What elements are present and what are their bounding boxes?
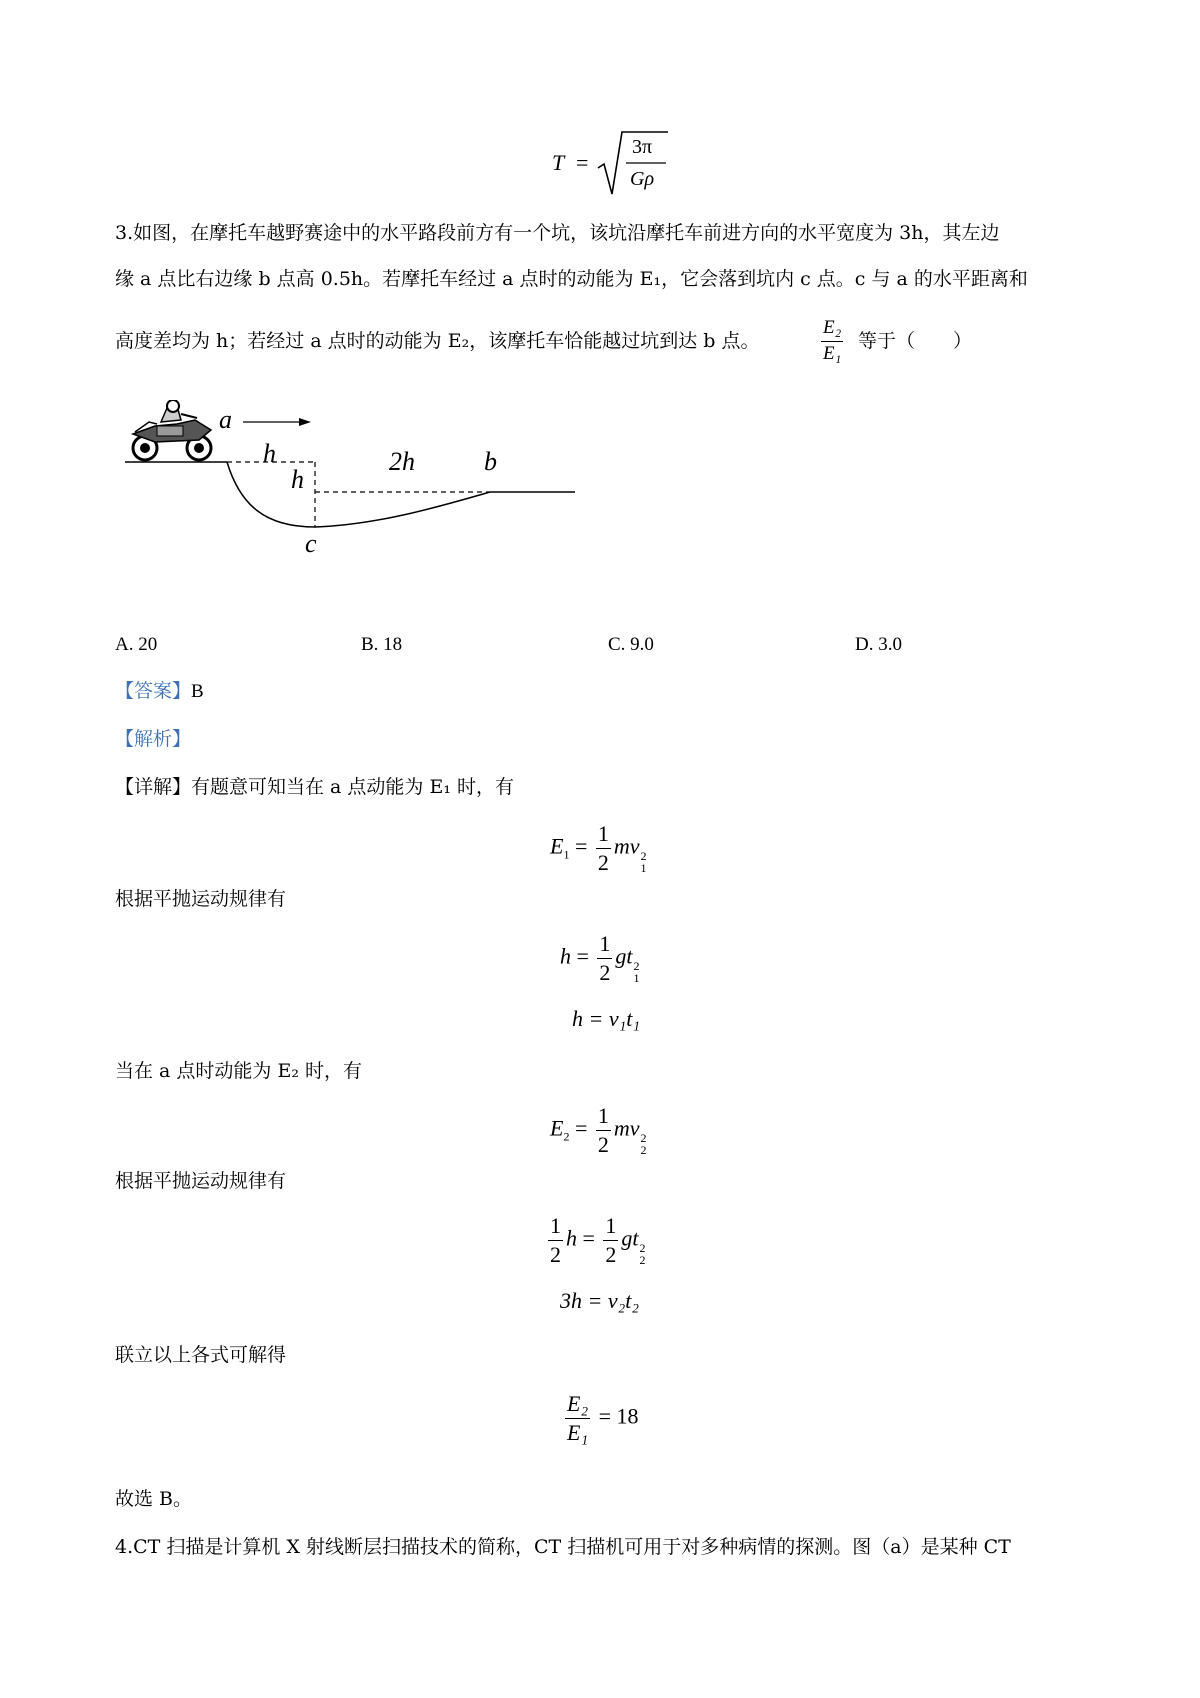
figure-label-h-side: h [291, 465, 304, 494]
equation-h2: $\frac{1}{2}$ h = $\frac{1}{2}$ gt 2 2 [550, 1213, 646, 1268]
equation-e1: $E_1$ = $\frac{1}{2}$ mv 2 1 [550, 821, 647, 876]
rule-1: 根据平抛运动规律有 [115, 888, 287, 910]
conclusion-line: 故选 B。 [115, 1488, 193, 1510]
detail-line [115, 778, 514, 797]
analysis-line [115, 730, 191, 749]
question-line-3-pre: 高度差均为 h；若经过 a 点时的动能为 E₂，该摩托车恰能越过坑到达 b 点。 [115, 330, 760, 352]
top-formula-eq: = [576, 150, 589, 175]
question-line-3 [115, 332, 759, 351]
equation-e2: $E_2$ = $\frac{1}{2}$ mv 2 2 [550, 1103, 647, 1158]
top-formula [552, 128, 662, 198]
option-d: D. 3.0 [855, 634, 902, 655]
option-a: A. 20 [115, 634, 158, 655]
top-formula-num: 3π [632, 136, 653, 158]
ratio-den: E₁ [823, 342, 842, 364]
figure [115, 400, 635, 615]
next-question-line-1: 4.CT 扫描是计算机 X 射线断层扫描技术的简称，CT 扫描机可用于对多种病情的探测。图（a）是某种 CT [115, 1536, 1011, 1558]
figure-label-h-top: h [263, 439, 276, 468]
equation-h1b: h = v₁t₁ [572, 1006, 641, 1031]
figure-label-a: a [219, 405, 232, 434]
answer-tag: 【答案】 [115, 680, 192, 702]
answer-line [115, 682, 204, 701]
ratio-num: E₂ [823, 317, 842, 338]
question-line-2: 缘 a 点比右边缘 b 点高 0.5h。若摩托车经过 a 点时的动能为 E₁，它会落到坑内 c 点。c 与 a 的水平距离和 [115, 268, 1028, 290]
question-line-3-post: 等于（ ） [858, 330, 973, 352]
equation-h1: h = $\frac{1}{2}$ gt 2 1 [560, 931, 640, 986]
case-2: 当在 a 点时动能为 E₂ 时，有 [115, 1060, 362, 1082]
equation-ratio: $\frac{\text{E₂}}{\text{E₁}}$ = 18 [567, 1391, 639, 1446]
option-b: B. 18 [361, 634, 403, 655]
motorcycle-icon [133, 400, 211, 460]
option-c: C. 9.0 [608, 634, 654, 655]
analysis-tag: 【解析】 [115, 728, 192, 750]
figure-label-2h: 2h [389, 447, 415, 476]
combine-line: 联立以上各式可解得 [115, 1344, 287, 1366]
equation-h2b: 3h = v₂t₂ [560, 1288, 640, 1313]
top-formula-den: Gρ [630, 168, 655, 190]
top-formula-lhs: T [552, 150, 565, 175]
question-ratio [818, 318, 846, 365]
figure-label-c: c [305, 529, 317, 558]
detail-tag: 【详解】 [115, 776, 192, 798]
detail-intro: 有题意可知当在 a 点动能为 E₁ 时，有 [191, 776, 514, 798]
figure-label-b: b [484, 447, 497, 476]
rule-2: 根据平抛运动规律有 [115, 1170, 287, 1192]
question-line-1: 3.如图，在摩托车越野赛途中的水平路段前方有一个坑，该坑沿摩托车前进方向的水平宽度为 3h，其左边 [115, 222, 1000, 244]
answer-value: B [191, 681, 204, 702]
